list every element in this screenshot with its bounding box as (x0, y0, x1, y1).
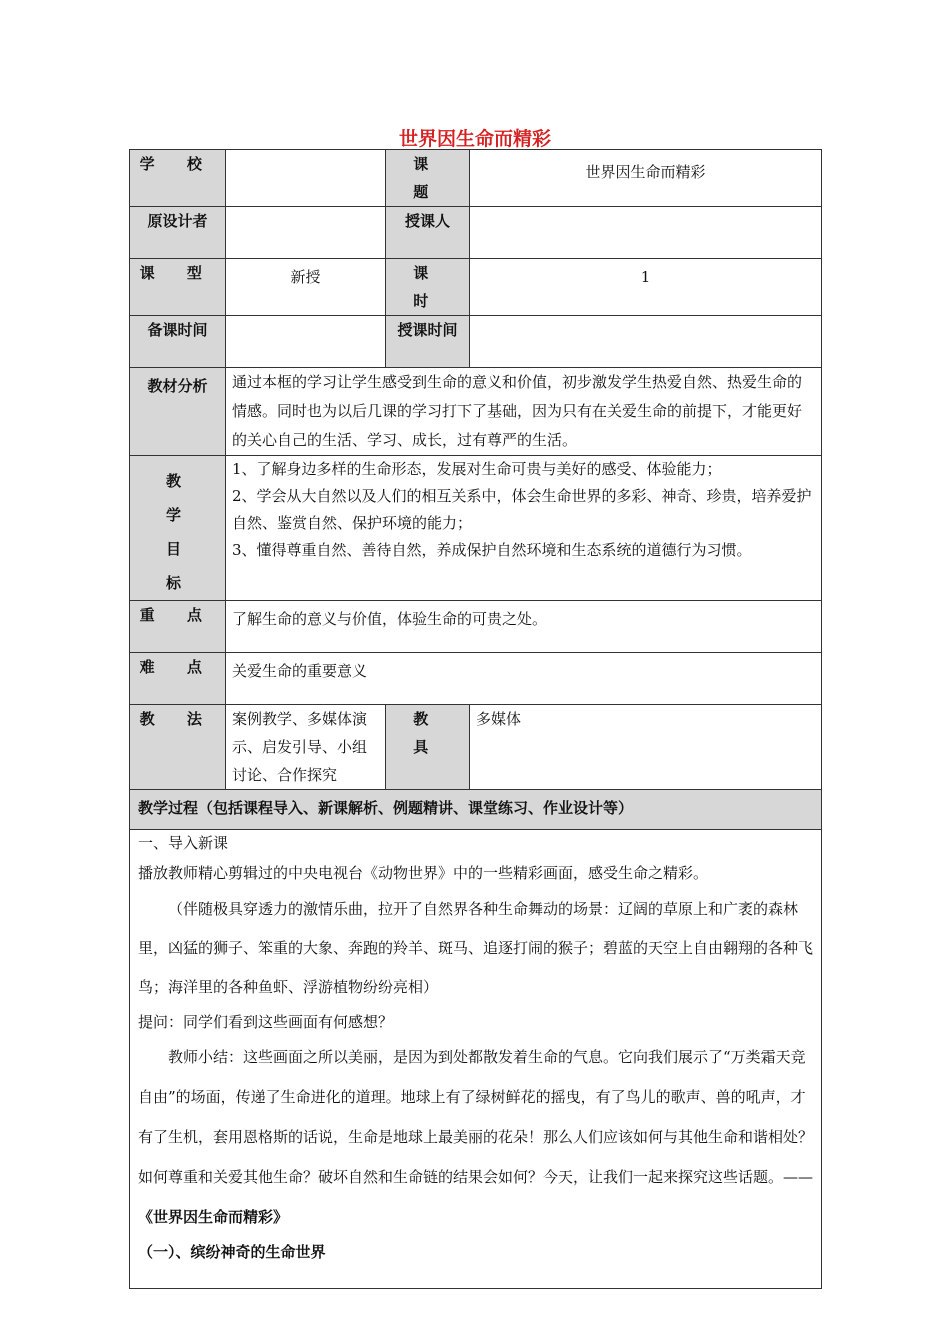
hours-value: 1 (470, 259, 822, 316)
section1-title: 一、导入新课 (138, 834, 229, 852)
row-analysis (130, 368, 822, 456)
analysis-label: 教材分析 (130, 368, 226, 456)
question-line: 提问：同学们看到这些画面有何感想？ (138, 1013, 394, 1031)
type-value: 新授 (226, 259, 386, 316)
tools-label: 教 具 (386, 705, 470, 790)
hours-label: 课 时 (386, 259, 470, 316)
goal-item-1: 1、了解身边多样的生命形态，发展对生命可贵与美好的感受、体验能力； (232, 460, 722, 478)
goals-label (130, 456, 226, 601)
school-value (226, 150, 386, 207)
teach-time-value (470, 316, 822, 368)
analysis-text: 通过本框的学习让学生感受到生命的意义和价值，初步激发学生热爱自然、热爱生命的情感。同时也为以后几课的学习打下了基础，因为只有在关爱生命的前提下，才能更好的关心自己的生活、学习、成长，过有尊严的生活。 (226, 368, 822, 456)
goal-item-2: 2、学会从大自然以及人们的相互关系中，体会生命世界的多彩、神奇、珍贵，培养爱护自然、鉴赏自然、保护环境的能力； (232, 487, 812, 532)
paragraph-1: 播放教师精心剪辑过的中央电视台《动物世界》中的一些精彩画面，感受生命之精彩。 (138, 864, 709, 882)
prep-time-value (226, 316, 386, 368)
teacher-label: 授课人 (386, 207, 470, 259)
method-text: 案例教学、多媒体演示、启发引导、小组讨论、合作探究 (226, 705, 386, 790)
process-content (130, 830, 822, 1289)
goals-label-line1: 教 学 (165, 472, 199, 524)
paragraph-2: （伴随极具穿透力的激情乐曲，拉开了自然界各种生命舞动的场景：辽阔的草原上和广袤的森林里，凶猛的狮子、笨重的大象、奔跑的羚羊、斑马、追逐打闹的猴子；碧蓝的天空上自由翱翔的各种飞鸟；海洋里的各种鱼虾、浮游植物纷纷亮相） (138, 900, 814, 996)
prep-time-label: 备课时间 (130, 316, 226, 368)
row-designer (130, 207, 822, 259)
school-label: 学 校 (130, 150, 226, 207)
row-time (130, 316, 822, 368)
goals-label-line2: 目 标 (165, 540, 199, 592)
teacher-summary: 教师小结：这些画面之所以美丽，是因为到处都散发着生命的气息。它向我们展示了“万类霜天竞自由”的场面，传递了生命进化的道理。地球上有了绿树鲜花的摇曳，有了鸟儿的歌声、兽的吼声，才有了生机，套用恩格斯的话说，生命是地球上最美丽的花朵！那么人们应该如何与其他生命和谐相处？如何尊重和关爱其他生命？破坏自然和生命链的结果会如何？今天，让我们一起来探究这些话题。——《世界因生命而精彩》 (138, 1048, 814, 1226)
difficulty-label: 难 点 (130, 653, 226, 705)
goal-item-3: 3、懂得尊重自然、善待自然，养成保护自然环境和生态系统的道德行为习惯。 (232, 541, 752, 559)
row-type (130, 259, 822, 316)
tools-value: 多媒体 (470, 705, 822, 790)
row-key-point (130, 601, 822, 653)
type-label: 课 型 (130, 259, 226, 316)
row-goals (130, 456, 822, 601)
row-method (130, 705, 822, 790)
summary-title-link: 《世界因生命而精彩》 (138, 1208, 289, 1226)
lesson-plan-table (129, 149, 822, 1289)
row-process-body (130, 830, 822, 1289)
row-difficulty (130, 653, 822, 705)
difficulty-text: 关爱生命的重要意义 (226, 653, 822, 705)
key-point-label: 重 点 (130, 601, 226, 653)
row-school (130, 150, 822, 207)
key-point-text: 了解生命的意义与价值，体验生命的可贵之处。 (226, 601, 822, 653)
subsection-title: （一）、缤纷神奇的生命世界 (138, 1243, 326, 1261)
goals-list (226, 456, 822, 601)
teacher-value (470, 207, 822, 259)
method-label: 教 法 (130, 705, 226, 790)
document-title: 世界因生命而精彩 (398, 128, 551, 150)
process-header: 教学过程（包括课程导入、新课解析、例题精讲、课堂练习、作业设计等） (130, 790, 822, 830)
designer-value (226, 207, 386, 259)
designer-label: 原设计者 (130, 207, 226, 259)
teach-time-label: 授课时间 (386, 316, 470, 368)
topic-value: 世界因生命而精彩 (470, 150, 822, 207)
topic-label: 课 题 (386, 150, 470, 207)
row-process-header (130, 790, 822, 830)
